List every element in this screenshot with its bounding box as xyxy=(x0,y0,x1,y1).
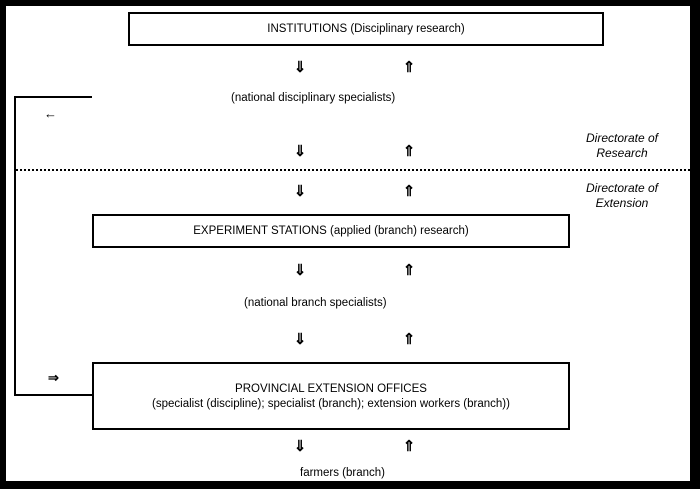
directorate-extension-line2: Extension xyxy=(595,196,649,210)
down-arrow: ⇓ xyxy=(293,143,307,160)
directorate-extension-label xyxy=(562,181,682,211)
farmers-label: farmers (branch) xyxy=(300,467,385,479)
down-arrow: ⇓ xyxy=(293,59,307,76)
national-branch-label: (national branch specialists) xyxy=(244,297,387,309)
feedback-line-top xyxy=(14,96,92,98)
directorate-research-label xyxy=(562,131,682,161)
up-arrow: ⇑ xyxy=(402,183,416,200)
directorate-research-line2: Research xyxy=(596,146,648,160)
diagram-frame xyxy=(4,4,692,483)
institutions-label: INSTITUTIONS (Disciplinary research) xyxy=(267,23,465,35)
feedback-line-bottom xyxy=(14,394,92,396)
provincial-offices-box xyxy=(92,362,570,430)
down-arrow: ⇓ xyxy=(293,331,307,348)
directorate-research-line1: Directorate of xyxy=(585,131,659,145)
down-arrow: ⇓ xyxy=(293,438,307,455)
down-arrow: ⇓ xyxy=(293,262,307,279)
institutions-box xyxy=(128,12,604,46)
experiment-stations-label: EXPERIMENT STATIONS (applied (branch) research) xyxy=(193,225,469,237)
national-disciplinary-label: (national disciplinary specialists) xyxy=(231,92,396,104)
up-arrow: ⇑ xyxy=(402,331,416,348)
up-arrow: ⇑ xyxy=(402,438,416,455)
up-arrow: ⇑ xyxy=(402,143,416,160)
provincial-offices-detail: (specialist (discipline); specialist (branch); extension workers (branch)) xyxy=(152,397,510,410)
directorate-divider xyxy=(16,169,690,171)
up-arrow: ⇑ xyxy=(402,262,416,279)
up-arrow: ⇑ xyxy=(402,59,416,76)
down-arrow: ⇓ xyxy=(293,183,307,200)
directorate-extension-line1: Directorate of xyxy=(585,181,659,195)
left-arrow: ← xyxy=(44,106,57,121)
provincial-offices-title: PROVINCIAL EXTENSION OFFICES xyxy=(235,382,427,395)
experiment-stations-box xyxy=(92,214,570,248)
right-arrow: ⇒ xyxy=(48,370,59,385)
feedback-line-vertical xyxy=(14,96,16,396)
